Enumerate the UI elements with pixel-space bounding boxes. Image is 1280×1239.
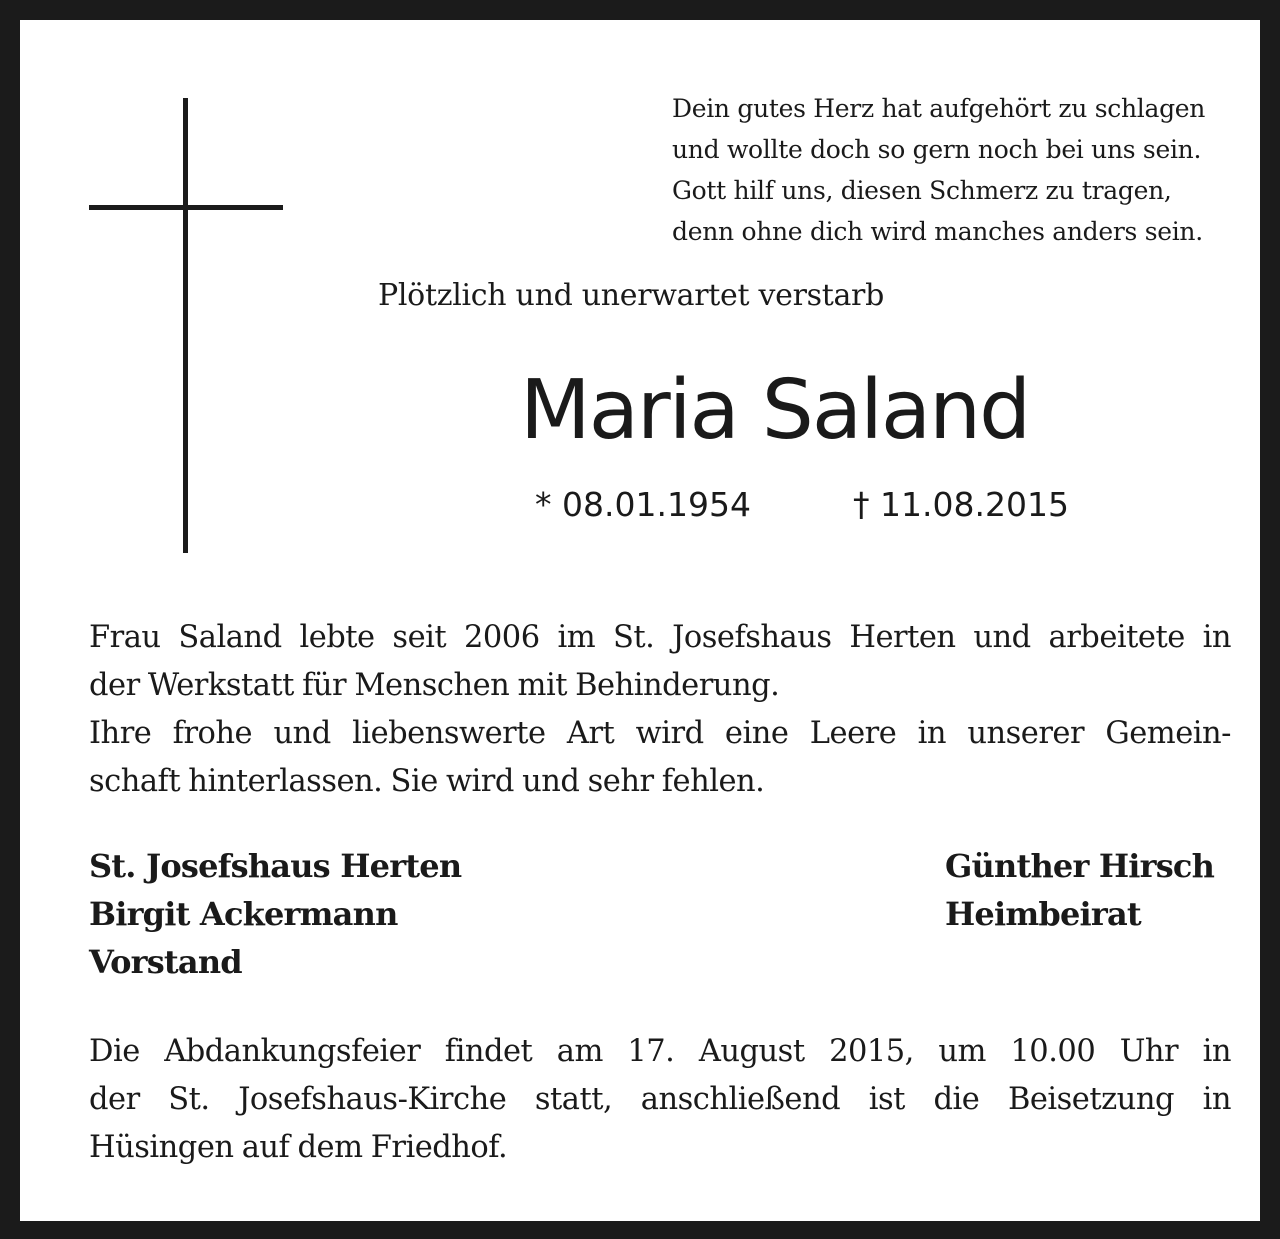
signature-block-left — [89, 842, 461, 986]
signature-role: Vorstand — [89, 943, 242, 981]
death-date: † 11.08.2015 — [853, 485, 1069, 524]
tribute-paragraph — [89, 614, 1231, 806]
signature-block-right — [945, 842, 1214, 938]
death-announcement-intro: Plötzlich und unerwartet verstarb — [378, 278, 885, 313]
tribute-line: schaft hinterlassen. Sie wird und sehr fehlen. — [89, 764, 765, 799]
tribute-line: der Werkstatt für Menschen mit Behinderung. — [89, 668, 780, 703]
signature-person: Birgit Ackermann — [89, 895, 398, 933]
funeral-ceremony-notice — [89, 1028, 1231, 1172]
cross-icon-vertical-bar — [183, 98, 188, 553]
deceased-name: Maria Saland — [520, 363, 1030, 458]
poem-line: Gott hilf uns, diesen Schmerz zu tragen, — [672, 176, 1172, 205]
poem-line: Dein gutes Herz hat aufgehört zu schlagen — [672, 94, 1206, 123]
ceremony-line: Hüsingen auf dem Friedhof. — [89, 1130, 508, 1165]
ceremony-line: Die Abdankungsfeier findet am 17. August 2015, um 10.00 Uhr in — [89, 1034, 1231, 1069]
poem-line: denn ohne dich wird manches anders sein. — [672, 217, 1203, 246]
poem-line: und wollte doch so gern noch bei uns sein. — [672, 135, 1202, 164]
tribute-line: Ihre frohe und liebenswerte Art wird eine Leere in unserer Gemein- — [89, 716, 1231, 751]
signature-organization: St. Josefshaus Herten — [89, 847, 462, 885]
cross-icon-horizontal-bar — [89, 205, 283, 210]
ceremony-line: der St. Josefshaus-Kirche statt, anschließend ist die Beisetzung in — [89, 1082, 1231, 1117]
birth-date: * 08.01.1954 — [535, 485, 751, 524]
signature-person: Günther Hirsch — [945, 847, 1215, 885]
tribute-line: Frau Saland lebte seit 2006 im St. Josefshaus Herten und arbeitete in — [89, 620, 1231, 655]
signature-role: Heimbeirat — [945, 895, 1141, 933]
memorial-poem — [672, 88, 1272, 252]
